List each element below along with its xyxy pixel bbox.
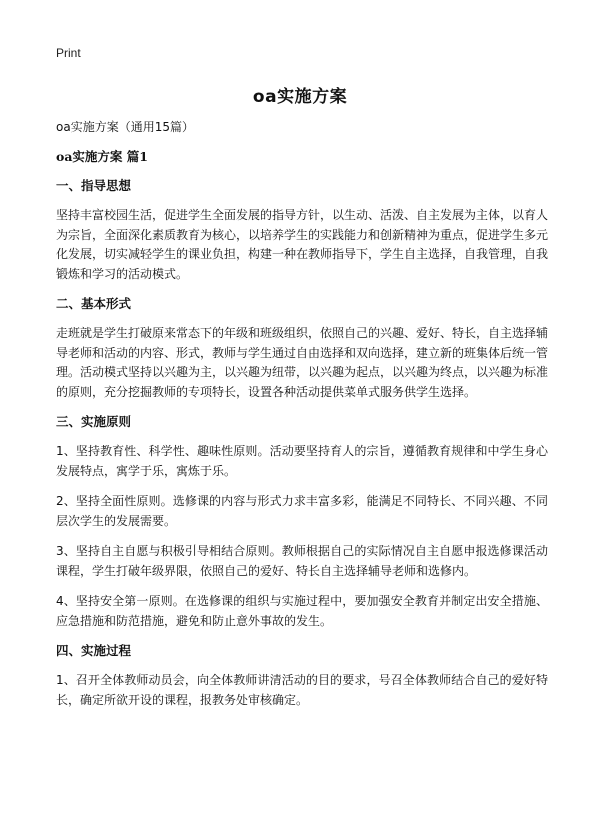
- print-label: Print: [56, 46, 81, 60]
- section-guiding-ideology: [56, 177, 548, 284]
- section-process: [56, 642, 548, 710]
- paragraph: 走班就是学生打破原来常态下的年级和班级组织，依照自己的兴趣、爱好、特长，自主选择辅导老师和活动的内容、形式，教师与学生通过自由选择和双向选择，建立新的班集体后统一管理。活动模式坚持以兴趣为主，以兴趣为纽带，以兴趣为起点，以兴趣为终点，以兴趣为标准的原则，充分挖掘教师的专项特长，设置各种活动提供菜单式服务供学生选择。: [56, 326, 549, 399]
- section-heading: 四、实施过程: [56, 643, 132, 658]
- section-heading: 一、指导思想: [56, 178, 132, 193]
- section-heading: 二、基本形式: [56, 296, 132, 311]
- paragraph: 3、坚持自主自愿与积极引导相结合原则。教师根据自己的实际情况自主自愿申报选修课活动课程，学生打破年级界限，依照自己的爱好、特长自主选择辅导老师和选修内。: [56, 544, 548, 578]
- article-title: oa实施方案 篇1: [56, 149, 148, 164]
- document-title: oa实施方案: [252, 87, 348, 107]
- section-principles: [56, 413, 548, 631]
- section-heading: 三、实施原则: [56, 414, 132, 429]
- section-basic-form: [56, 295, 548, 402]
- paragraph: 2、坚持全面性原则。选修课的内容与形式力求丰富多彩，能满足不同特长、不同兴趣、不同层次学生的发展需要。: [56, 494, 548, 528]
- document-body: [56, 118, 548, 721]
- paragraph: 坚持丰富校园生活，促进学生全面发展的指导方针，以生动、活泼、自主发展为主体，以育人为宗旨，全面深化素质教育为核心，以培养学生的实践能力和创新精神为重点，促进学生多元化发展，切实减轻学生的课业负担，构建一种在教师指导下，学生自主选择，自我管理，自我锻炼和学习的活动模式。: [56, 208, 549, 281]
- paragraph: 4、坚持安全第一原则。在选修课的组织与实施过程中，要加强安全教育并制定出安全措施、应急措施和防范措施，避免和防止意外事故的发生。: [56, 594, 548, 628]
- paragraph: 1、坚持教育性、科学性、趣味性原则。活动要坚持育人的宗旨，遵循教育规律和中学生身心发展特点，寓学于乐，寓炼于乐。: [56, 444, 548, 478]
- paragraph: 1、召开全体教师动员会，向全体教师讲清活动的目的要求，号召全体教师结合自己的爱好特长，确定所欲开设的课程，报教务处审核确定。: [56, 673, 548, 707]
- document-subtitle: oa实施方案（通用15篇）: [56, 120, 194, 134]
